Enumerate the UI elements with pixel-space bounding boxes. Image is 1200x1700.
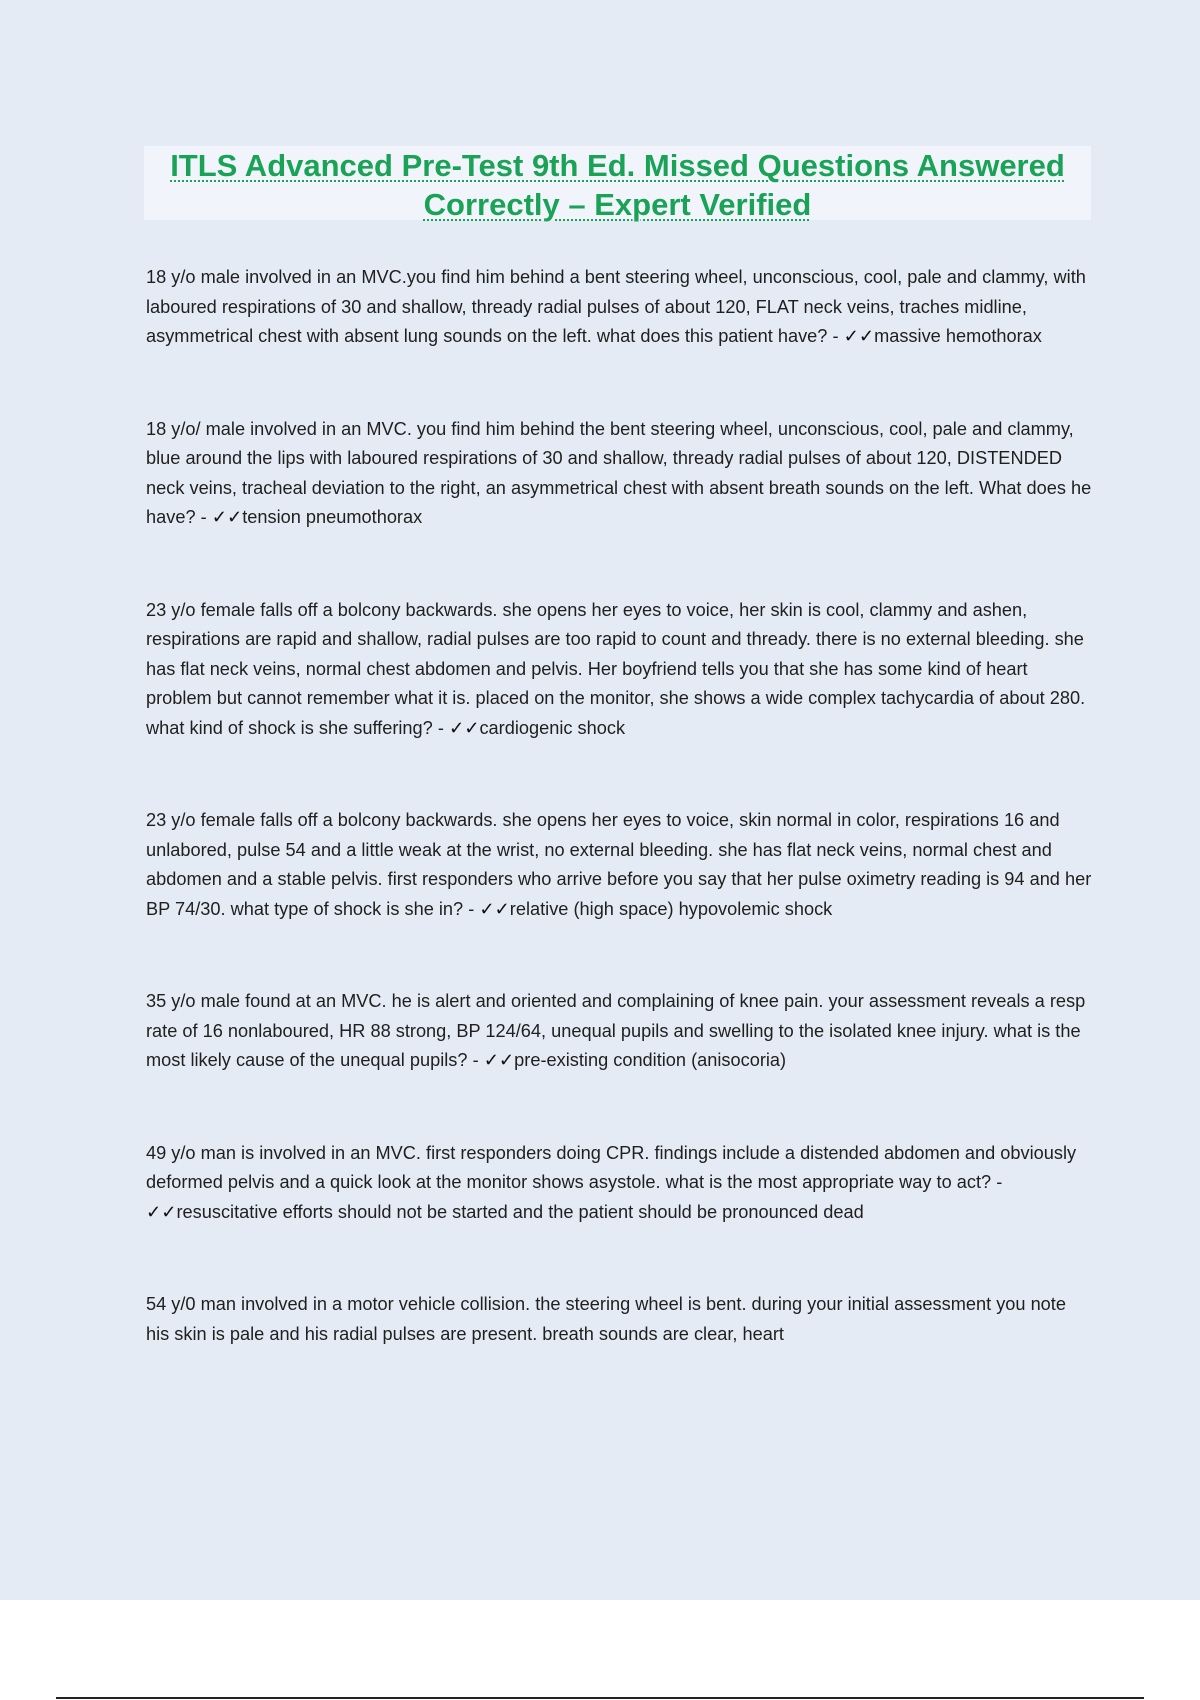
qa-item <box>146 415 1092 533</box>
answer-separator: - <box>827 326 844 346</box>
question-text: 18 y/o/ male involved in an MVC. you find him behind the bent steering wheel, unconscious, cool, pale and clammy, blue around the lips with laboured respirations of 30 and shallow, thready radial pulses of about 120, DISTENDED neck veins, tracheal deviation to the right, an asymmetrical chest with absent breath sounds on the left. What does he have? <box>146 418 1092 527</box>
answer-text: pre-existing condition (anisocoria) <box>514 1050 787 1070</box>
page-title: ITLS Advanced Pre-Test 9th Ed. Missed Questions Answered Correctly – Expert Verified <box>170 148 1065 222</box>
double-check-icon: ✓✓ <box>843 326 875 346</box>
question-text: 54 y/0 man involved in a motor vehicle collision. the steering wheel is bent. during your initial assessment you note his skin is pale and his radial pulses are present. breath sounds are clear, heart <box>146 1294 1066 1344</box>
double-check-icon: ✓✓ <box>479 898 510 919</box>
answer-separator: - <box>432 717 449 738</box>
answer-separator: - <box>463 898 480 919</box>
footer-divider <box>56 1697 1144 1699</box>
answer-text: tension pneumothorax <box>242 507 423 527</box>
qa-list <box>146 263 1092 1349</box>
question-text: 49 y/o man is involved in an MVC. first responders doing CPR. findings include a distended abdomen and obviously deformed pelvis and a quick look at the monitor shows asystole. what is the most appropriate way to act? <box>146 1142 1077 1192</box>
answer-separator: - <box>467 1050 484 1070</box>
title-banner <box>144 146 1091 220</box>
qa-item <box>146 596 1092 744</box>
question-text: 18 y/o male involved in an MVC.you find him behind a bent steering wheel, unconscious, cool, pale and clammy, with laboured respirations of 30 and shallow, thready radial pulses of about 120, FLAT neck veins, traches midline, asymmetrical chest with absent lung sounds on the left. what does this patient have? <box>146 267 1086 346</box>
answer-text: cardiogenic shock <box>479 717 626 738</box>
qa-item <box>146 806 1092 924</box>
qa-item-partial <box>146 1290 1092 1349</box>
question-text: 23 y/o female falls off a bolcony backwards. she opens her eyes to voice, her skin is cool, clammy and ashen, respirations are rapid and shallow, radial pulses are too rapid to count and thready. there is no external bleeding. she has flat neck veins, normal chest abdomen and pelvis. Her boyfriend tells you that she has some kind of heart problem but cannot remember what it is. placed on the monitor, she shows a wide complex tachycardia of about 280. what kind of shock is she suffering? <box>146 599 1086 738</box>
question-text: 35 y/o male found at an MVC. he is alert and oriented and complaining of knee pain. your assessment reveals a resp rate of 16 nonlaboured, HR 88 strong, BP 124/64, unequal pupils and swelling to the isolated knee injury. what is the most likely cause of the unequal pupils? <box>146 991 1086 1070</box>
answer-text: relative (high space) hypovolemic shock <box>509 898 833 919</box>
answer-text: massive hemothorax <box>874 326 1042 346</box>
double-check-icon: ✓✓ <box>146 1201 177 1222</box>
qa-item <box>146 1139 1092 1228</box>
answer-text: resuscitative efforts should not be started and the patient should be pronounced dead <box>176 1201 864 1222</box>
double-check-icon: ✓✓ <box>211 507 243 527</box>
qa-item <box>146 263 1092 352</box>
answer-separator: - <box>991 1172 1003 1192</box>
question-text: 23 y/o female falls off a bolcony backwards. she opens her eyes to voice, skin normal in color, respirations 16 and unlabored, pulse 54 and a little weak at the wrist, no external bleeding. she has flat neck veins, normal chest and abdomen and a stable pelvis. first responders who arrive before you say that her pulse oximetry reading is 94 and her BP 74/30. what type of shock is she in? <box>146 810 1092 919</box>
double-check-icon: ✓✓ <box>483 1050 515 1070</box>
double-check-icon: ✓✓ <box>448 717 480 738</box>
qa-item <box>146 987 1092 1076</box>
answer-separator: - <box>195 507 212 527</box>
